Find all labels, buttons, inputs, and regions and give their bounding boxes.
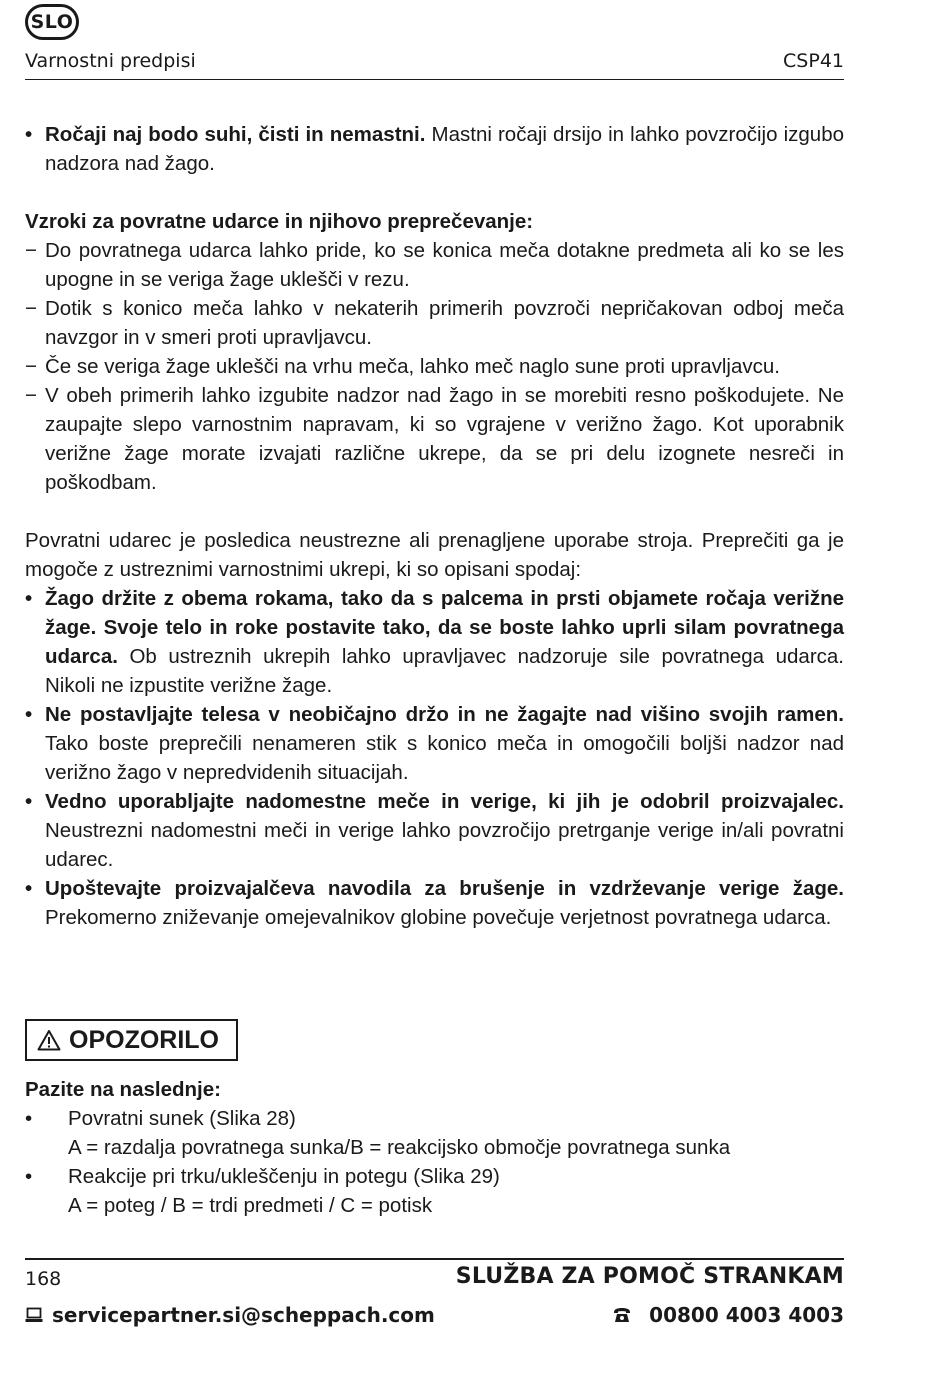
page-number: 168	[25, 1268, 62, 1290]
notice-section	[25, 1075, 844, 1220]
bullet-bold-text: Ne postavljajte telesa v neobičajno držo in ne žagajte nad višino svojih ramen.	[45, 703, 844, 726]
dash-mark: −	[25, 239, 37, 262]
notice-item-title: Povratni sunek (Slika 28)	[68, 1107, 296, 1130]
dash-item-text: Dotik s konico meča lahko v nekaterih primerih povzroči nepričakovan odboj meča navzgor in v smeri proti upravljavcu.	[45, 297, 844, 349]
dash-item-text: Do povratnega udarca lahko pride, ko se konica meča dotakne predmeta ali ko se les upogne in se veriga žage uklešči v rezu.	[45, 239, 844, 291]
dash-mark: −	[25, 355, 37, 378]
email-text: servicepartner.si@scheppach.com	[52, 1303, 435, 1327]
bullet-mark: •	[25, 703, 33, 726]
notice-item-title: Reakcije pri trku/ukleščenju in potegu (Slika 29)	[68, 1165, 500, 1188]
dash-item-text: Če se veriga žage uklešči na vrhu meča, lahko meč naglo sune proti upravljavcu.	[45, 355, 780, 378]
section-title: Varnostni predpisi	[25, 50, 196, 72]
warning-box	[25, 1019, 238, 1061]
notice-item-detail: A = poteg / B = trdi predmeti / C = potisk	[68, 1194, 433, 1217]
notice-item-detail: A = razdalja povratnega sunka/B = reakcijsko območje povratnega sunka	[68, 1136, 731, 1159]
kickback-heading: Vzroki za povratne udarce in njihovo preprečevanje:	[25, 210, 534, 233]
warning-triangle-icon	[37, 1029, 61, 1051]
notice-item	[25, 1104, 844, 1162]
telephone-icon	[613, 1307, 631, 1323]
kickback-paragraph: Povratni udarec je posledica neustrezne ali prenagljene uporabe stroja. Preprečiti ga je mogoče z ustreznimi varnostnimi ukrepi, ki so opisani spodaj:	[25, 529, 844, 581]
header-divider	[25, 79, 844, 80]
bullet-mark: •	[25, 1107, 33, 1130]
warning-label: OPOZORILO	[69, 1025, 219, 1054]
service-title: SLUŽBA ZA POMOČ STRANKAM	[455, 1264, 844, 1289]
bullet-mark: •	[25, 1165, 33, 1188]
bullet-bold-text: Ročaji naj bodo suhi, čisti in nemastni.	[45, 123, 426, 146]
notice-item	[25, 1162, 844, 1220]
bullet-item	[25, 700, 844, 787]
lang-badge-text: SLO	[30, 11, 74, 33]
bullet-bold-text: Vedno uporabljajte nadomestne meče in verige, ki jih je odobril proizvajalec.	[45, 790, 844, 813]
bullet-mark: •	[25, 877, 33, 900]
bullet-mark: •	[25, 790, 33, 813]
bullet-text: Neustrezni nadomestni meči in verige lahko povzročijo pretrganje verige in/ali povratni udarec.	[45, 819, 844, 871]
bullet-item	[25, 874, 844, 932]
bullet-text: Mastni ročaji drsijo in lahko povzročijo izgubo nadzora nad žago.	[45, 123, 844, 175]
bullet-text: Tako boste preprečili nenameren stik s konico meča in omogočili boljši nadzor nad verižno žago v nepredvidenih situacijah.	[45, 732, 844, 784]
bullet-text: Ob ustreznih ukrepih lahko upravljavec nadzoruje sile povratnega udarca. Nikoli ne izpustite verižne žage.	[45, 645, 844, 697]
bullet-item-grips	[25, 120, 844, 178]
model-number: CSP41	[783, 50, 844, 72]
lang-badge	[25, 4, 79, 40]
bullet-mark: •	[25, 123, 33, 146]
dash-item	[25, 294, 844, 352]
dash-item	[25, 381, 844, 497]
bullet-bold-text: Upoštevajte proizvajalčeva navodila za brušenje in vzdrževanje verige žage.	[45, 877, 844, 900]
bullet-mark: •	[25, 587, 33, 610]
phone-text: 00800 4003 4003	[649, 1303, 844, 1327]
dash-mark: −	[25, 384, 37, 407]
dash-item	[25, 352, 844, 381]
dash-item-text: V obeh primerih lahko izgubite nadzor nad žago in se morebiti resno poškodujete. Ne zaupajte slepo varnostnim napravam, ki so vgrajene v verižno žago. Kot uporabnik verižne žage morate izvajati različne ukrepe, da se pri delu izognete nesreči in poškodbam.	[45, 384, 844, 494]
service-phone[interactable]	[613, 1303, 844, 1327]
bullet-item	[25, 584, 844, 700]
bullet-text: Prekomerno zniževanje omejevalnikov globine povečuje verjetnost povratnega udarca.	[45, 906, 832, 929]
bullet-bold-text: Žago držite z obema rokama, tako da s palcema in prsti objamete ročaja verižne žage. Svoje telo in roke postavite tako, da se boste lahko uprli silam povratnega udarca.	[45, 587, 844, 668]
bullet-item	[25, 787, 844, 874]
service-email[interactable]	[25, 1303, 435, 1327]
laptop-icon	[25, 1307, 43, 1323]
notice-heading: Pazite na naslednje:	[25, 1078, 221, 1101]
main-content	[25, 120, 844, 932]
dash-mark: −	[25, 297, 37, 320]
dash-item	[25, 236, 844, 294]
footer-divider	[25, 1258, 844, 1260]
